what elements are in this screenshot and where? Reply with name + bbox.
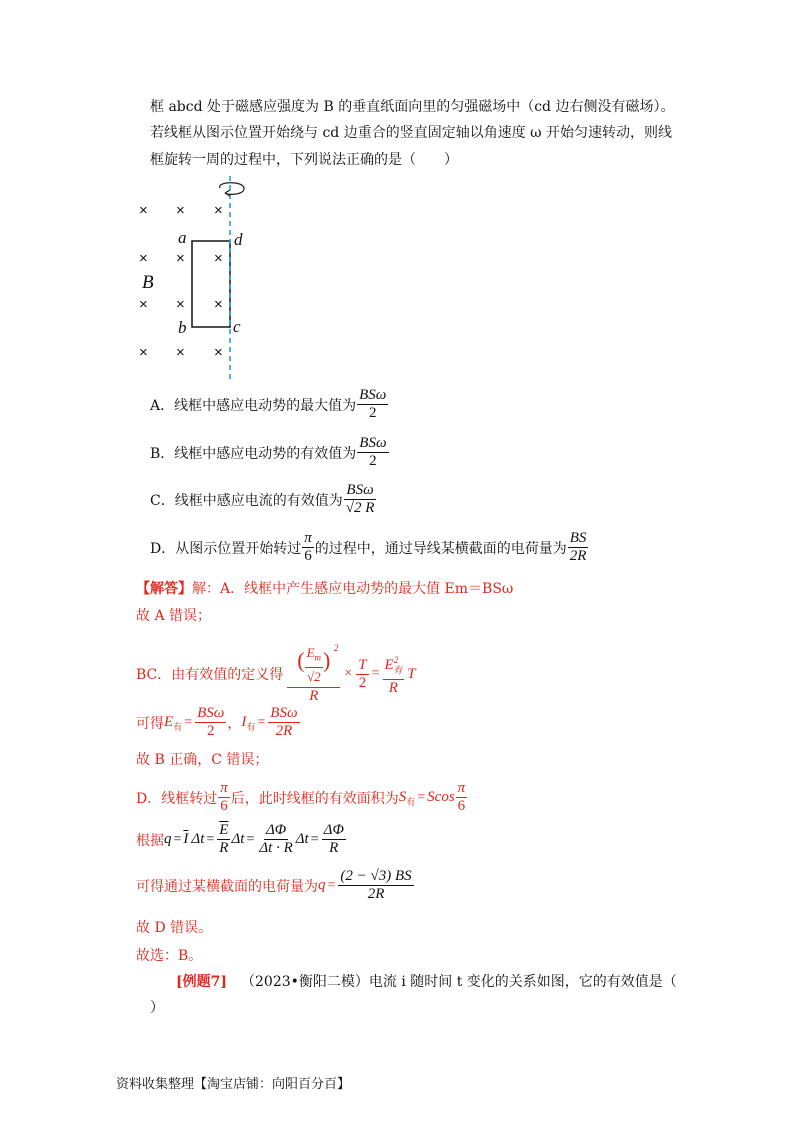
solution-derive-line: 可得 E $_有$ = $\frac{\text{BSω}}{2}$ ， I $_有$ = $\frac{\text{BSω}}{2R}$: [136, 705, 298, 739]
solution-charge-line: 可得通过某横截面的电荷量为 q = $\frac{(2 - √3) BS}{2R}$: [136, 868, 412, 902]
option-b[interactable]: B．线框中感应电动势的有效值为 $\frac{\text{BSω}}{2}$: [150, 435, 387, 469]
cross-mark: ×: [176, 250, 185, 267]
wire-loop-abcd: [192, 241, 230, 327]
intro-line-1: 框 abcd 处于磁感应强度为 B 的垂直纸面向里的匀强磁场中（cd 边右侧没有磁场）。: [150, 99, 675, 115]
option-a-fraction: $\frac{\text{BSω}}{2}$: [359, 387, 387, 421]
solution-bc-line: BC．由有效值的定义得 ( $\frac{E_m}{√2}$ ) 2 R × $\frac{T}{2}$ = $\frac{E^2_有}{R}$ T: [136, 643, 416, 704]
option-d[interactable]: D．从图示位置开始转过 $\frac{\pi}{6}$ 的过程中，通过导线某横截面的电荷量为 $\frac{BS}{2R}$: [150, 530, 587, 564]
example-tag: [例题7]: [176, 974, 227, 990]
solution-a-line: 【解答】解：A．线框中产生感应电动势的最大值 Em＝BSω: [136, 581, 514, 597]
solution-d-conclusion: 故 D 错误。: [136, 920, 213, 936]
option-d-angle: $\frac{\pi}{6}$: [304, 530, 312, 564]
solution-tag: 【解答】: [136, 581, 192, 597]
cross-mark: ×: [214, 296, 223, 313]
cross-mark: ×: [176, 344, 185, 361]
solution-answer: 故选：B。: [136, 948, 203, 964]
label-a: a: [178, 228, 187, 247]
label-B: B: [142, 272, 154, 293]
solution-q-line: 根据 q = $\overline{I}$ Δt = $\frac{\overline{E}}{R}$ Δt = $\frac{\Delta\Phi}{\Delta t \cdot R}$ Δt = $\frac{\Delta\Phi}{R}$: [136, 822, 344, 856]
example-7-line-1: [例题7] （2023•衡阳二模）电流 i 随时间 t 变化的关系如图，它的有效值是（: [176, 974, 677, 990]
option-d-charge: $\frac{BS}{2R}$: [569, 530, 587, 564]
example-7-line-2: ）: [150, 1000, 164, 1016]
footer-text: 资料收集整理【淘宝店铺：向阳百分百】: [116, 1077, 351, 1092]
cross-mark: ×: [139, 296, 148, 313]
solution-b-conclusion: 故 B 正确，C 错误；: [136, 752, 269, 768]
cross-mark: ×: [139, 202, 148, 219]
rotation-arrow-icon: [220, 183, 244, 195]
cross-mark: ×: [139, 250, 148, 267]
label-d: d: [234, 230, 243, 249]
label-c: c: [233, 317, 241, 336]
option-c-fraction: $\frac{\text{BSω}}{√2 R}$: [345, 482, 375, 516]
magnetic-field-figure: [130, 176, 260, 381]
option-a[interactable]: A．线框中感应电动势的最大值为 $\frac{\text{BSω}}{2}$: [150, 387, 387, 421]
cross-mark: ×: [176, 296, 185, 313]
intro-line-3: 框旋转一周的过程中，下列说法正确的是（ ）: [150, 152, 458, 168]
cross-mark: ×: [139, 344, 148, 361]
cross-mark: ×: [214, 344, 223, 361]
option-c[interactable]: C．线框中感应电流的有效值为 $\frac{\text{BSω}}{√2 R}$: [150, 482, 375, 516]
solution-a-conclusion: 故 A 错误；: [136, 608, 212, 624]
option-b-fraction: $\frac{\text{BSω}}{2}$: [359, 435, 387, 469]
label-b: b: [178, 318, 187, 337]
cross-mark: ×: [176, 202, 185, 219]
intro-line-2: 若线框从图示位置开始绕与 cd 边重合的竖直固定轴以角速度 ω 开始匀速转动，则线: [150, 125, 673, 141]
cross-mark: ×: [214, 202, 223, 219]
solution-d-line: D．线框转过 $\frac{\pi}{6}$ 后，此时线框的有效面积为 S $_有$ = Scos $\frac{\pi}{6}$: [136, 780, 466, 814]
cross-mark: ×: [214, 250, 223, 267]
